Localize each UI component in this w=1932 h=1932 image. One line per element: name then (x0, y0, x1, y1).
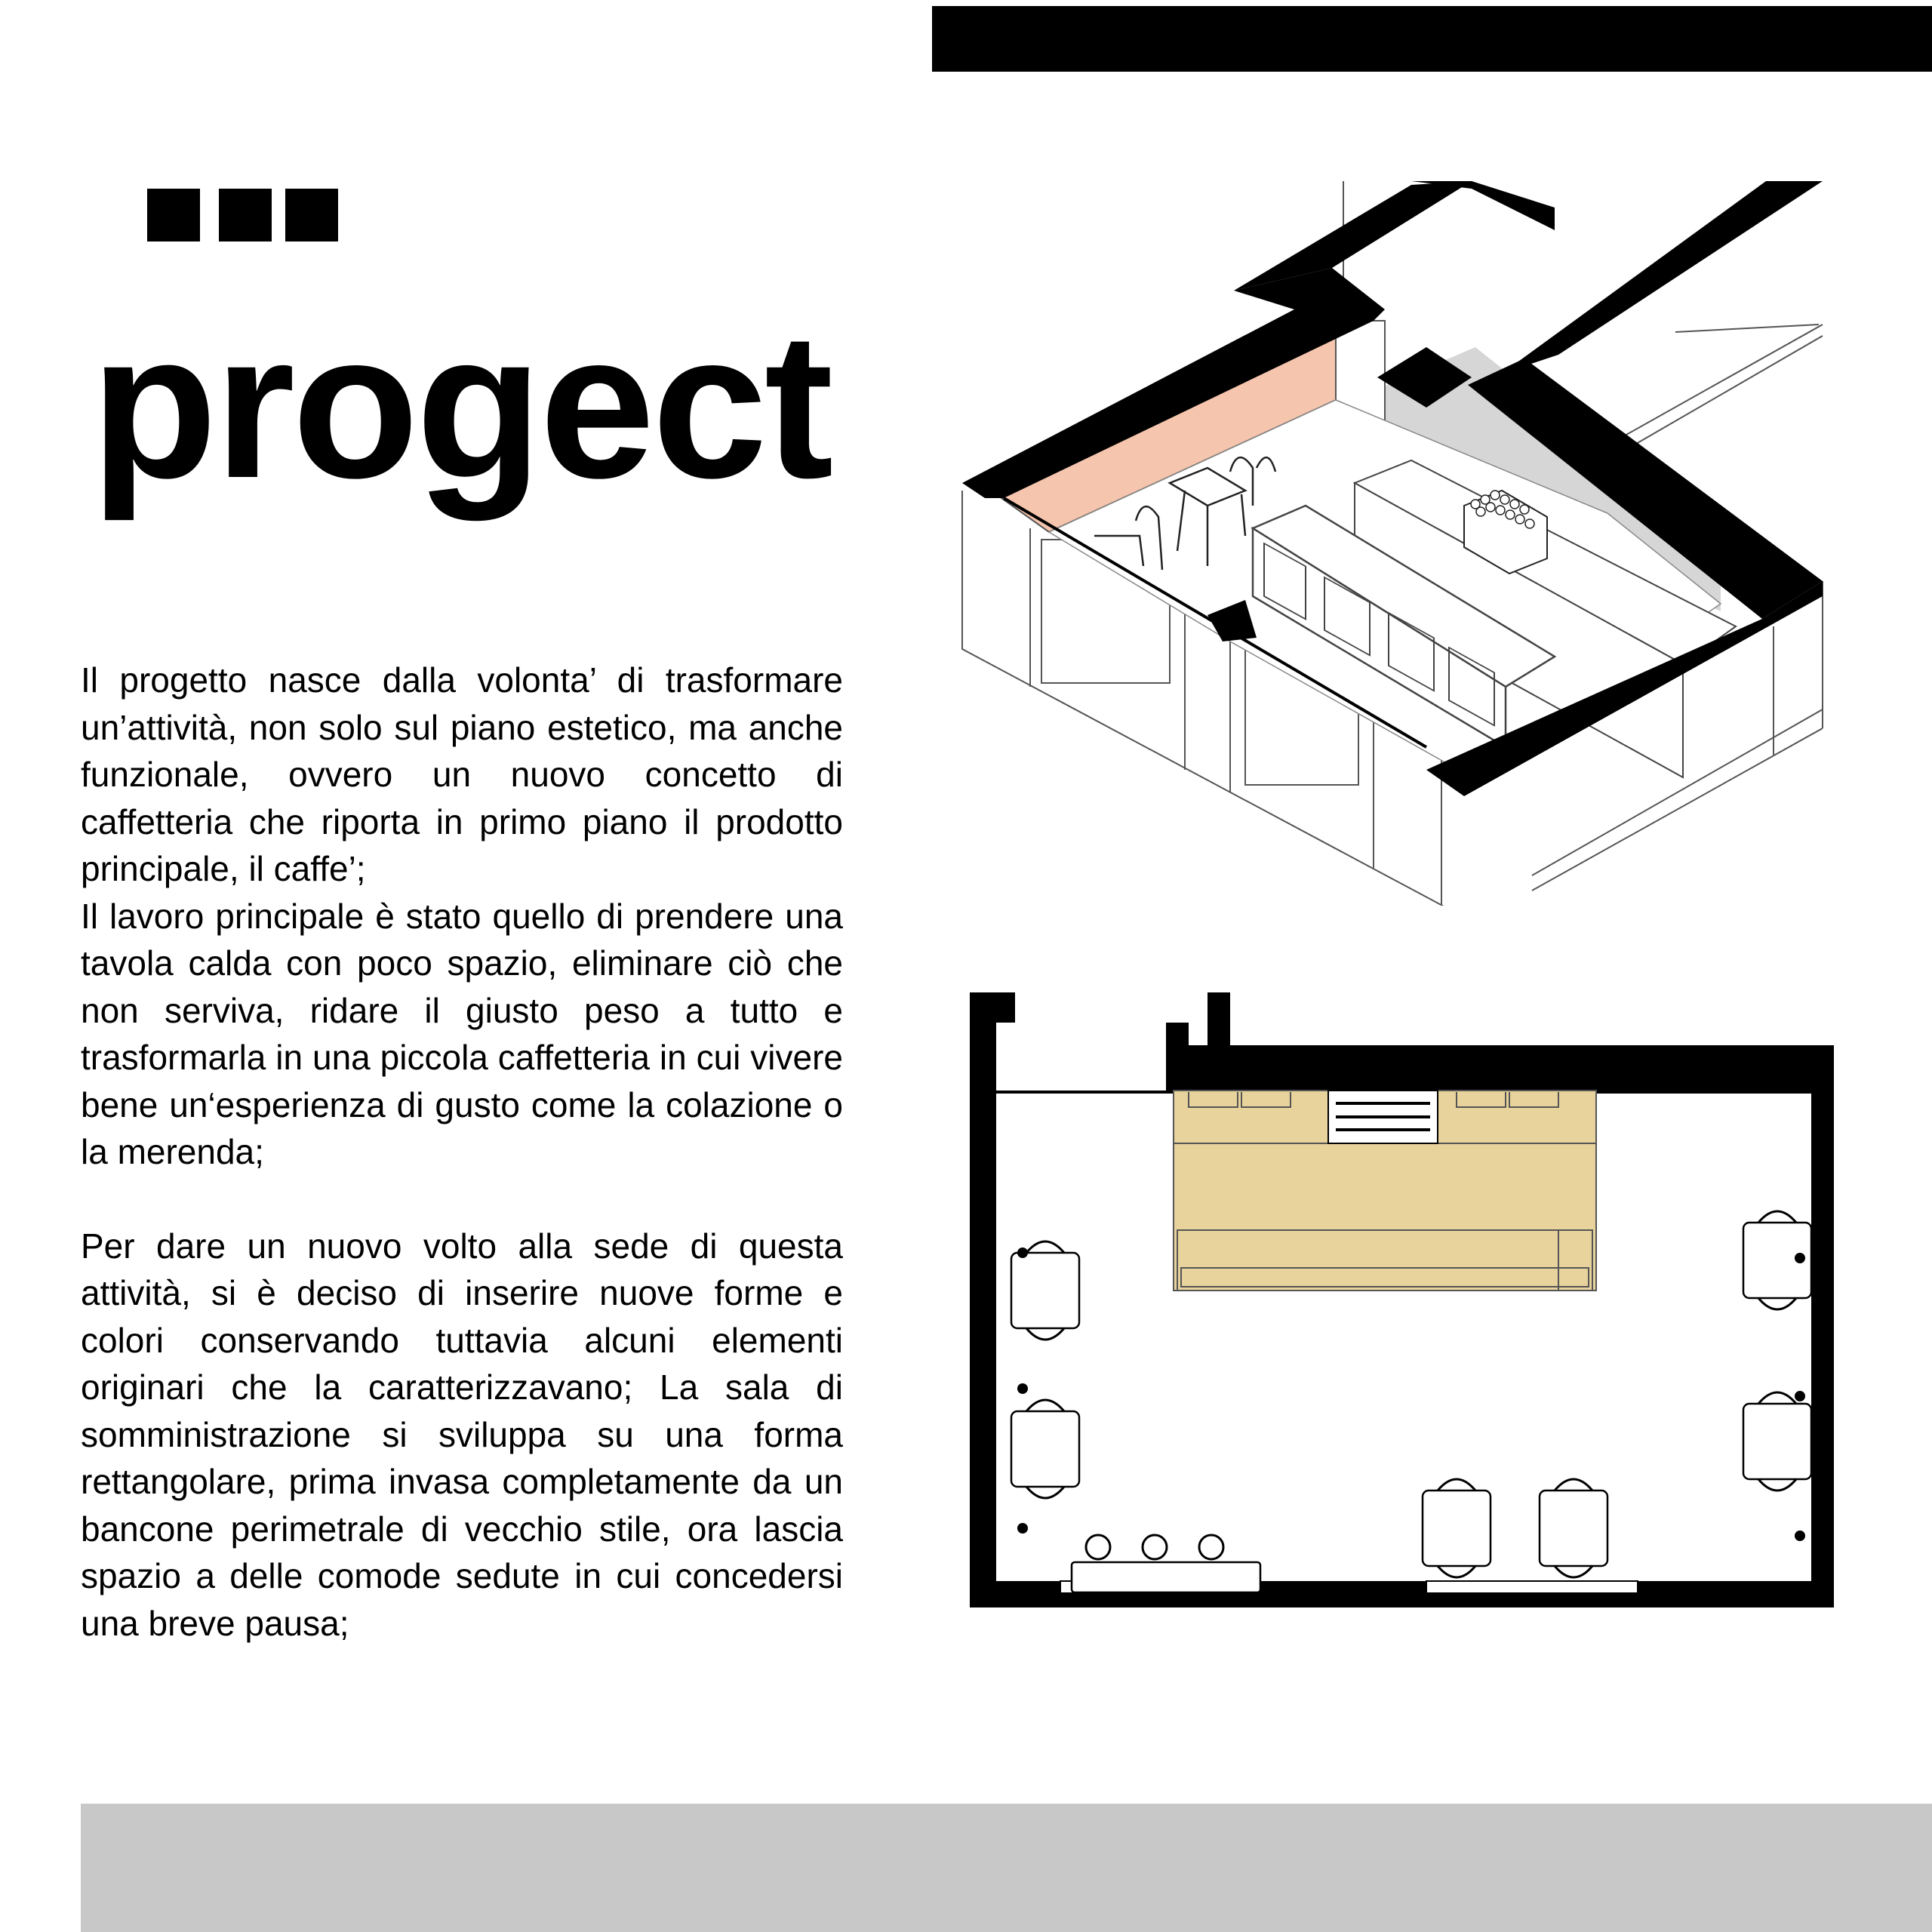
paragraph-3: Per dare un nuovo volto alla sede di questa attività, si è deciso di inserire nuove forme e colori conservando tuttavia alcuni elementi originari che la caratterizzavano; La sala di somministrazione si sviluppa su una forma rettangolare, prima invasa completamente da un bancone perimetrale di vecchio stile, ora lascia spazio a delle comode sedute in cui concedersi una breve pausa; (81, 1226, 843, 1643)
square-icon (219, 189, 272, 242)
top-black-bar (932, 6, 1932, 72)
counter (1174, 1091, 1596, 1291)
paragraph-2: Il lavoro principale è stato quello di prendere una tavola calda con poco spazio, eliminare ciò che non serviva, ridare il giusto peso a tutto e trasformarla in una piccola caffetteria in cui vivere bene un‘esperienza di gusto come la colazione o la merenda; (81, 896, 843, 1171)
floor-plan (958, 981, 1834, 1623)
page-title: progect (91, 290, 831, 521)
body-text (81, 657, 843, 1647)
bottom-grey-bar (81, 1804, 1932, 1932)
square-icon (285, 189, 338, 242)
isometric-drawing (943, 174, 1834, 906)
square-icon (147, 189, 200, 242)
paragraph-1: Il progetto nasce dalla volonta’ di trasformare un’attività, non solo sul piano estetico, ma anche funzionale, ovvero un nuovo concetto di caffetteria che riporta in primo piano il prodotto principale, il caffe’; (81, 660, 843, 888)
